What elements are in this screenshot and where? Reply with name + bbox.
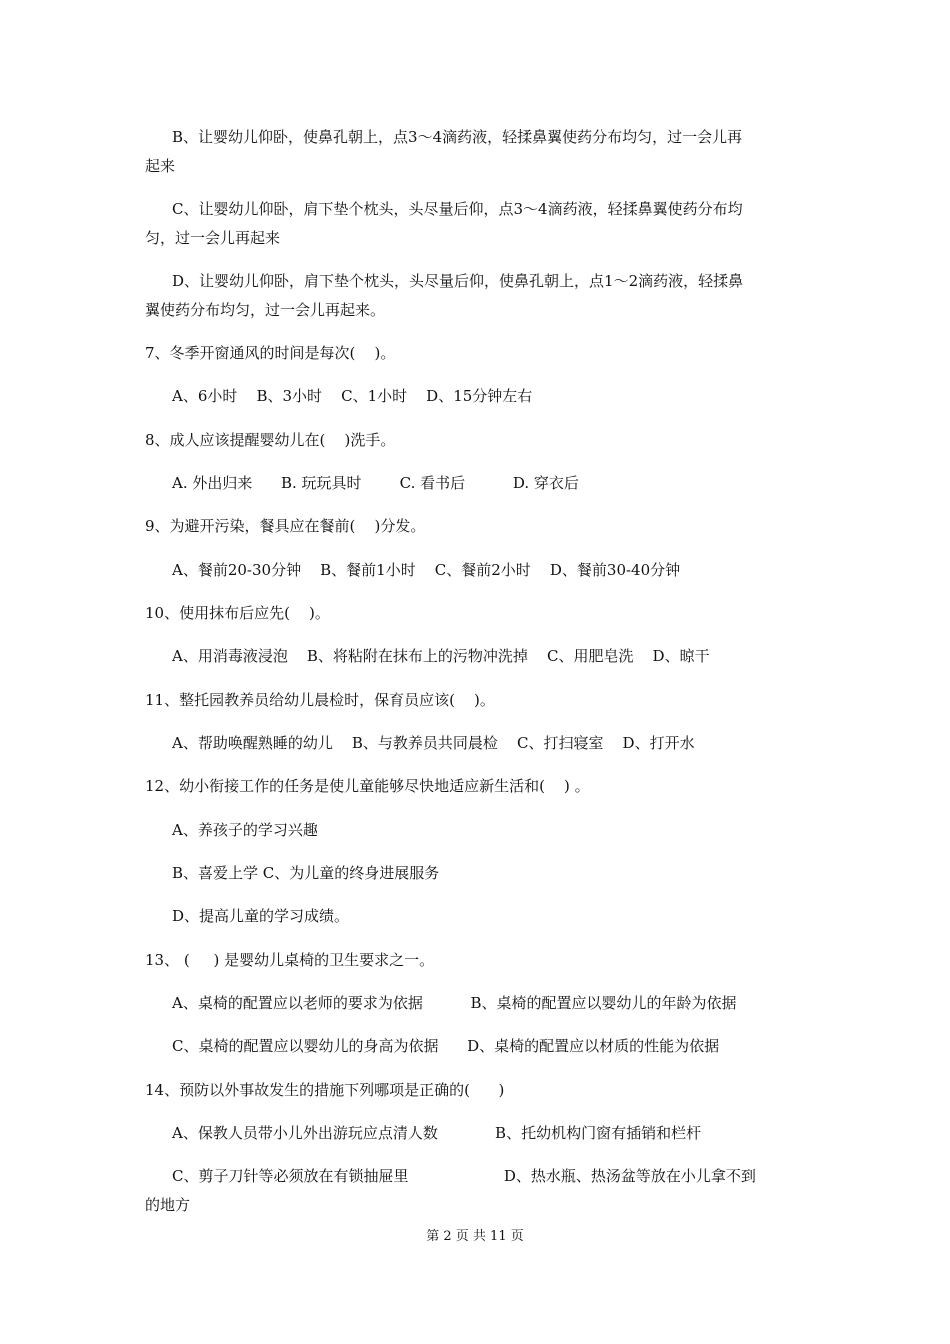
- question-12: 12、幼小衔接工作的任务是使儿童能够尽快地适应新生活和( ) 。: [145, 777, 590, 795]
- option-b-line2: 起来: [145, 157, 176, 175]
- question-8: 8、成人应该提醒婴幼儿在( )洗手。: [145, 431, 396, 449]
- question-9-options: A、餐前20-30分钟 B、餐前1小时 C、餐前2小时 D、餐前30-40分钟: [172, 561, 681, 579]
- option-b-line1: B、让婴幼儿仰卧，使鼻孔朝上，点3～4滴药液，轻揉鼻翼使药分布均匀，过一会儿再: [172, 128, 743, 146]
- question-10-options: A、用消毒液浸泡 B、将粘附在抹布上的污物冲洗掉 C、用肥皂洗 D、晾干: [172, 647, 710, 665]
- question-13: 13、 ( ) 是婴幼儿桌椅的卫生要求之一。: [145, 951, 435, 969]
- question-14-options-ab: A、保教人员带小儿外出游玩应点清人数 B、托幼机构门窗有插销和栏杆: [172, 1124, 702, 1142]
- question-9: 9、为避开污染，餐具应在餐前( )分发。: [145, 517, 426, 535]
- question-14: 14、预防以外事故发生的措施下列哪项是正确的( ): [145, 1081, 505, 1099]
- question-10: 10、使用抹布后应先( )。: [145, 604, 330, 622]
- question-7-options: A、6小时 B、3小时 C、1小时 D、15分钟左右: [172, 387, 533, 405]
- question-11: 11、整托园教养员给幼儿晨检时，保育员应该( )。: [145, 691, 495, 709]
- question-12-option-b-c: B、喜爱上学 C、为儿童的终身进展服务: [172, 864, 440, 882]
- page-footer: 第 2 页 共 11 页: [426, 1229, 524, 1244]
- question-14-option-d-cont: 的地方: [145, 1196, 191, 1214]
- question-7: 7、冬季开窗通风的时间是每次( )。: [145, 344, 396, 362]
- question-8-options: A. 外出归来 B. 玩玩具时 C. 看书后 D. 穿衣后: [172, 474, 579, 492]
- option-c-line2: 匀，过一会儿再起来: [145, 229, 281, 247]
- question-11-options: A、帮助唤醒熟睡的幼儿 B、与教养员共同晨检 C、打扫寝室 D、打开水: [172, 734, 695, 752]
- option-d-line1: D、让婴幼儿仰卧，肩下垫个枕头，头尽量后仰，使鼻孔朝上，点1～2滴药液，轻揉鼻: [172, 272, 744, 290]
- option-d-line2: 翼使药分布均匀，过一会儿再起来。: [145, 301, 386, 319]
- question-14-options-cd: C、剪子刀针等必须放在有锁抽屉里 D、热水瓶、热汤盆等放在小儿拿不到: [172, 1167, 756, 1185]
- question-13-options-cd: C、桌椅的配置应以婴幼儿的身高为依据 D、桌椅的配置应以材质的性能为依据: [172, 1037, 720, 1055]
- question-12-option-d: D、提高儿童的学习成绩。: [172, 907, 350, 925]
- question-12-option-a: A、养孩子的学习兴趣: [172, 821, 318, 839]
- option-c-line1: C、让婴幼儿仰卧，肩下垫个枕头，头尽量后仰，点3～4滴药液，轻揉鼻翼使药分布均: [172, 200, 743, 218]
- question-13-options-ab: A、桌椅的配置应以老师的要求为依据 B、桌椅的配置应以婴幼儿的年龄为依据: [172, 994, 737, 1012]
